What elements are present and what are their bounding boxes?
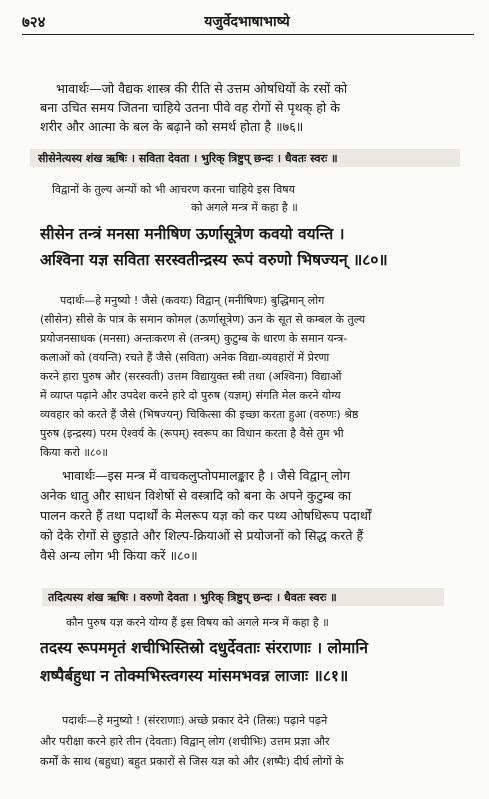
bhavartha-line: को देके रोगों से छुड़ाते और शिल्प-क्रियाओं से प्रयोजनों को सिद्ध करते हैं	[40, 528, 364, 543]
padartha-line: पदार्थः—हे मनुष्यो ! (संरराणाः) अच्छे प्रकार देने (तिस्रः) पढ़ाने पढ़ने	[62, 714, 328, 727]
rishi-devata-line: सीसेनेत्यस्य शंख ऋषिः । सविता देवता । भुरिक् त्रिष्टुप् छन्दः । धैवतः स्वरः ॥	[38, 152, 338, 165]
mantra-line: अश्विना यज्ञ सविता सरस्वतीन्द्रस्य रूपं वरुणो भिषज्यन् ॥८०॥	[40, 251, 388, 269]
padartha-line: करने हारा पुरुष और (सरस्वती) उत्तम विद्यायुक्त स्त्री तथा (अश्विना) विद्याओं	[40, 370, 342, 383]
page-header	[22, 10, 472, 34]
bhavartha-line: शरीर और आत्मा के बल के बढ़ाने को समर्थ होता है ॥७६॥	[40, 119, 304, 134]
bhavartha-line: वैसे अन्य लोग भी किया करें ॥८०॥	[40, 548, 198, 563]
bhavartha-line: अनेक धातु और साधन विशेषों से वस्त्रादि को बना के अपने कुटुम्ब का	[40, 488, 352, 503]
padartha-line: व्यवहार को करते हैं जैसे (भिषज्यन्) चिकित्सा की इच्छा करता हुआ (वरुणः) श्रेष्ठ	[40, 408, 359, 421]
padartha-line: प्रयोजनसाधक (मनसा) अन्तःकरण से (तन्त्रम्) कुटुम्ब के धारण के समान यन्त्र-	[40, 332, 348, 345]
topic-line: विद्वानों के तुल्य अन्यों को भी आचरण करना चाहिये इस विषय	[52, 183, 295, 196]
page-number: ७२४	[22, 13, 46, 31]
mantra-line: शष्पैर्बहुधा न तोक्मभिस्त्वगस्य मांसमभवन्न लाजाः ॥८१॥	[40, 667, 349, 685]
rishi-devata-line: तदित्यस्य शंख ऋषिः । वरुणो देवता । भुरिक् त्रिष्टुप् छन्दः । धैवतः स्वरः ॥	[48, 591, 337, 604]
mantra-line: सीसेन तन्त्रं मनसा मनीषिण ऊर्णासूत्रेण कवयो वयन्ति ।	[40, 225, 345, 243]
bhavartha-line: पालन करते हैं तथा पदार्थों के मेलरूप यज्ञ को कर पथ्य ओषधिरूप पदार्थों	[40, 508, 372, 523]
padartha-line: पुरुष (इन्द्रस्य) परम ऐश्वर्य के (रूपम्) स्वरूप का विधान करता है वैसे तुम भी	[40, 427, 344, 440]
padartha-line: कलाओं को (वयन्ति) रचते हैं जैसे (सविता) अनेक विद्या-व्यवहारों में प्रेरणा	[40, 351, 330, 364]
mantra-line: तदस्य रूपममृतं शचीभिस्तिस्रो दधुर्देवताः संरराणाः । लोमानि	[40, 639, 368, 657]
bhavartha-line: बना उचित समय जितना चाहिये उतना पीवे वह रोगों से पृथक् हो के	[40, 100, 340, 115]
bhavartha-line: भावार्थः—जो वैद्यक शास्त्र की रीति से उत्तम ओषधियों के रसों को	[56, 81, 348, 96]
topic-line: को अगले मन्त्र में कहा है ॥	[191, 201, 298, 214]
topic-line: कौन पुरुष यज्ञ करने योग्य हैं इस विषय को अगले मन्त्र में कहा है ॥	[66, 616, 329, 629]
padartha-line: (सीसेन) सीसे के पात्र के समान कोमल (ऊर्णासूत्रेण) ऊन के सूत से कम्बल के तुल्य	[40, 313, 366, 326]
header-rule	[22, 34, 474, 35]
padartha-line: और परीक्षा करने हारे तीन (देवताः) विद्वान् लोग (शचीभिः) उत्तम प्रज्ञा और	[40, 735, 330, 748]
padartha-line: कर्मों के साथ (बहुधा) बहुत प्रकारों से जिस यज्ञ को और (शष्पैः) दीर्घ लोगों के	[40, 755, 344, 768]
bhavartha-line: भावार्थः—इस मन्त्र में वाचकलुप्तोपमालङ्कार है । जैसे विद्वान् लोग	[62, 468, 351, 483]
padartha-line: किया करो ॥८०॥	[40, 446, 108, 459]
running-title: यजुर्वेदभाषाभाष्ये	[204, 14, 290, 30]
padartha-line: पदार्थः—हे मनुष्यो ! जैसे (कवयः) विद्वान् (मनीषिणः) बुद्धिमान् लोग	[60, 294, 325, 307]
padartha-line: में व्याप्त पढ़ाने और उपदेश करने हारे दो पुरुष (यज्ञम्) संगति मेल करने योग्य	[40, 389, 341, 402]
